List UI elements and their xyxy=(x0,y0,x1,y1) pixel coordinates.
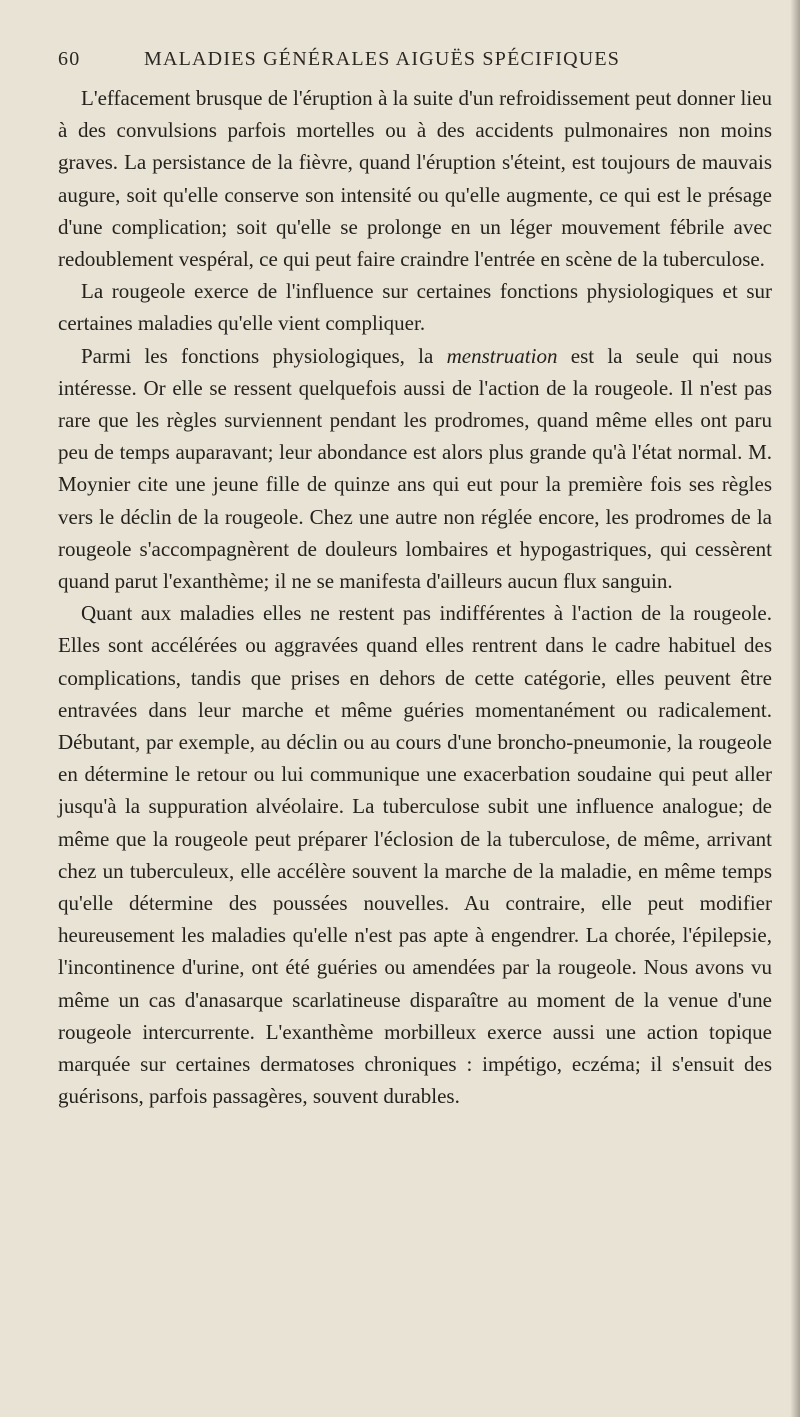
paragraph-menstruation-rest: est la seule qui nous intéresse. Or elle se ressent quelquefois aussi de l'action de la rougeole. Il n'est pas rare que les règles surviennent pendant les prodromes, quand même elles ont paru peu de temps auparavant; leur abondance est alors plus grande qu'à l'état normal. M. Moynier cite une jeune fille de quinze ans qui eut pour la première fois ses règles vers le déclin de la rougeole. Chez une autre non réglée encore, les prodromes de la rougeole s'accompagnèrent de douleurs lombaires et hypogastriques, qui cessèrent quand parut l'exanthème; il ne se manifesta d'ailleurs aucun flux sanguin. xyxy=(58,343,772,594)
paragraph-eruption: L'effacement brusque de l'éruption à la suite d'un refroidissement peut donner lieu à des convulsions parfois mortelles ou à des accidents pulmonaires non moins graves. La persistance de la fièvre, quand l'éruption s'éteint, est toujours de mauvais augure, soit qu'elle conserve son intensité ou qu'elle augmente, ce qui est le présage d'une complication; soit qu'elle se prolonge en un léger mouvement fébrile avec redoublement vespéral, ce qui peut faire craindre l'entrée en scène de la tuberculose. xyxy=(58,86,772,272)
paragraph-maladies: Quant aux maladies elles ne restent pas indifférentes à l'action de la rougeole. Elles sont accélérées ou aggravées quand elles rentrent dans le cadre habituel des complications, tandis que prises en dehors de cette catégorie, elles peuvent être entravées dans leur marche et même guéries momentanément ou radicalement. Débutant, par exemple, au déclin ou au cours d'une broncho-pneumonie, la rougeole en détermine le retour ou lui communique une exacerbation soudaine qui peut aller jusqu'à la suppuration alvéolaire. La tuberculose subit une influence analogue; de même que la rougeole peut préparer l'éclosion de la tuberculose, de même, arrivant chez un tuberculeux, elle accélère souvent la marche de la maladie, en même temps qu'elle détermine des poussées nouvelles. Au contraire, elle peut modifier heureusement les maladies qu'elle n'est pas apte à engendrer. La chorée, l'épilepsie, l'incontinence d'urine, ont été guéries ou amendées par la rougeole. Nous avons vu même un cas d'anasarque scarlatineuse disparaître au moment de la venue d'une rougeole intercurrente. L'exanthème morbilleux exerce aussi une action topique marquée sur certaines dermatoses chroniques : impétigo, eczéma; il s'ensuit des guérisons, parfois passagères, souvent durables. xyxy=(58,601,772,1109)
paragraph-influence: La rougeole exerce de l'influence sur certaines fonctions physiologiques et sur certaines maladies qu'elle vient compliquer. xyxy=(58,279,772,336)
page-edge-shadow xyxy=(790,0,800,1417)
paragraph-menstruation xyxy=(58,340,772,598)
body-text xyxy=(58,82,772,1113)
italic-term-menstruation: menstruation xyxy=(446,343,558,368)
chapter-title: MALADIES GÉNÉRALES AIGUËS SPÉCIFIQUES xyxy=(144,48,621,70)
running-head xyxy=(58,48,772,78)
page-number: 60 xyxy=(58,48,81,70)
paragraph-menstruation-start: Parmi les fonctions physiologiques, la xyxy=(81,343,447,368)
